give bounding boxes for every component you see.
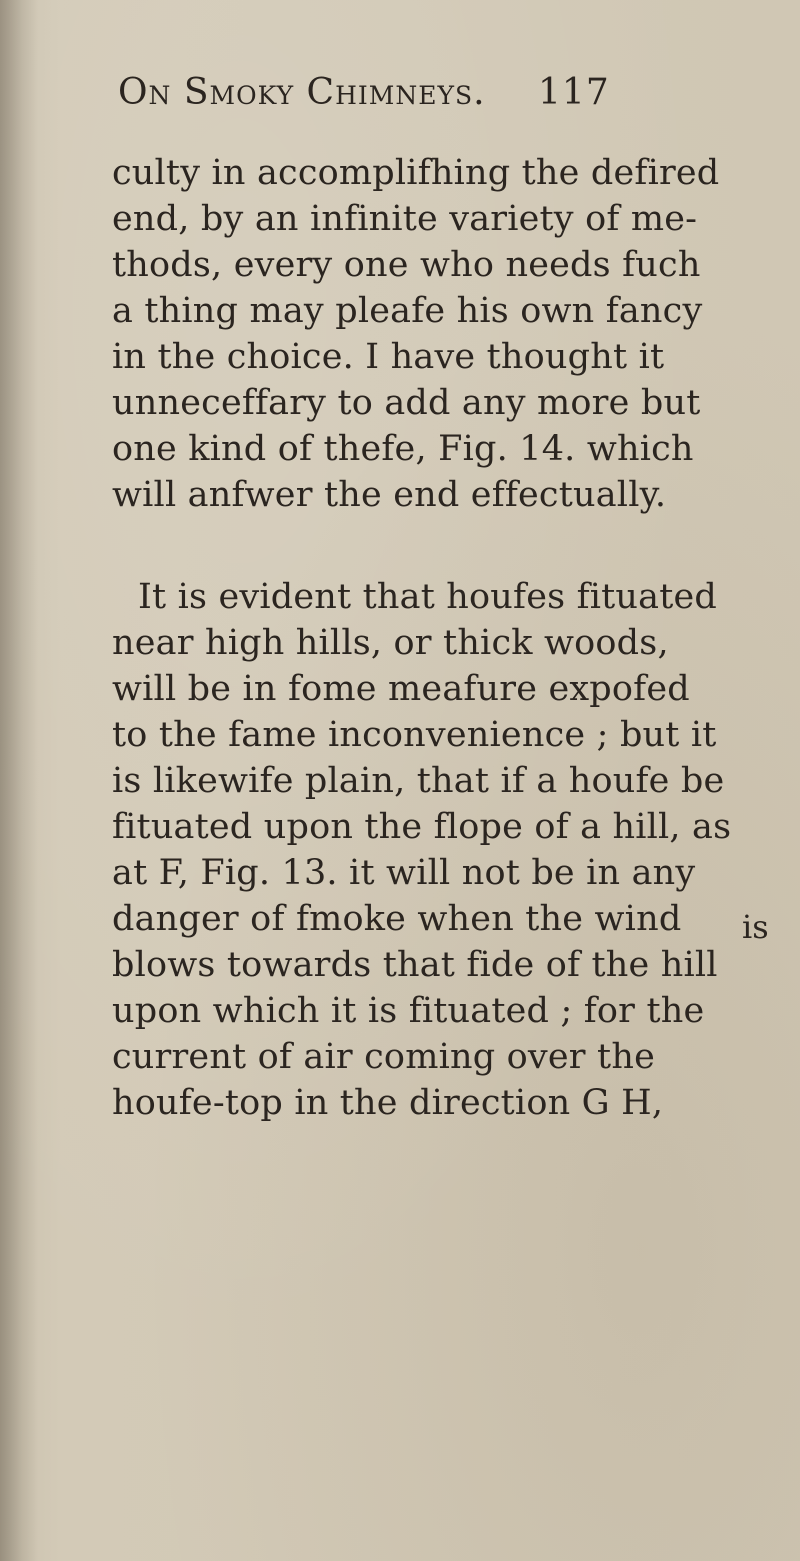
page-number: 117 [538, 72, 610, 113]
text-line: a thing may pleafe his own fancy [112, 291, 703, 331]
text-line: It is evident that houfes fituated [138, 577, 718, 617]
paragraph-2 [112, 574, 792, 1126]
text-line: houfe-top in the direction G H, [112, 1083, 664, 1123]
text-line: at F, Fig. 13. it will not be in any [112, 853, 696, 893]
text-line: upon which it is fituated ; for the [112, 991, 705, 1031]
text-line: culty in accomplifhing the defired [112, 153, 720, 193]
text-line: one kind of thefe, Fig. 14. which [112, 429, 694, 469]
text-line: current of air coming over the [112, 1037, 655, 1077]
text-line: thods, every one who needs fuch [112, 245, 701, 285]
text-line: unneceffary to add any more but [112, 383, 701, 423]
text-line: blows towards that fide of the hill [112, 945, 718, 985]
text-line: near high hills, or thick woods, [112, 623, 669, 663]
text-line: will be in fome meafure expofed [112, 669, 690, 709]
text-line: fituated upon the flope of a hill, as [112, 807, 732, 847]
catchword: is [742, 908, 769, 946]
text-line: will anfwer the end effectually. [112, 475, 667, 515]
gutter-shadow [0, 0, 38, 1561]
text-line: danger of fmoke when the wind [112, 899, 682, 939]
body-text [112, 150, 792, 1126]
running-head-title: On Smoky Chimneys. [118, 72, 486, 113]
running-head [118, 72, 798, 113]
text-line: end, by an infinite variety of me- [112, 199, 698, 239]
paragraph-1 [112, 150, 792, 518]
text-line: in the choice. I have thought it [112, 337, 665, 377]
text-line: is likewife plain, that if a houfe be [112, 761, 725, 801]
text-line: to the fame inconvenience ; but it [112, 715, 717, 755]
